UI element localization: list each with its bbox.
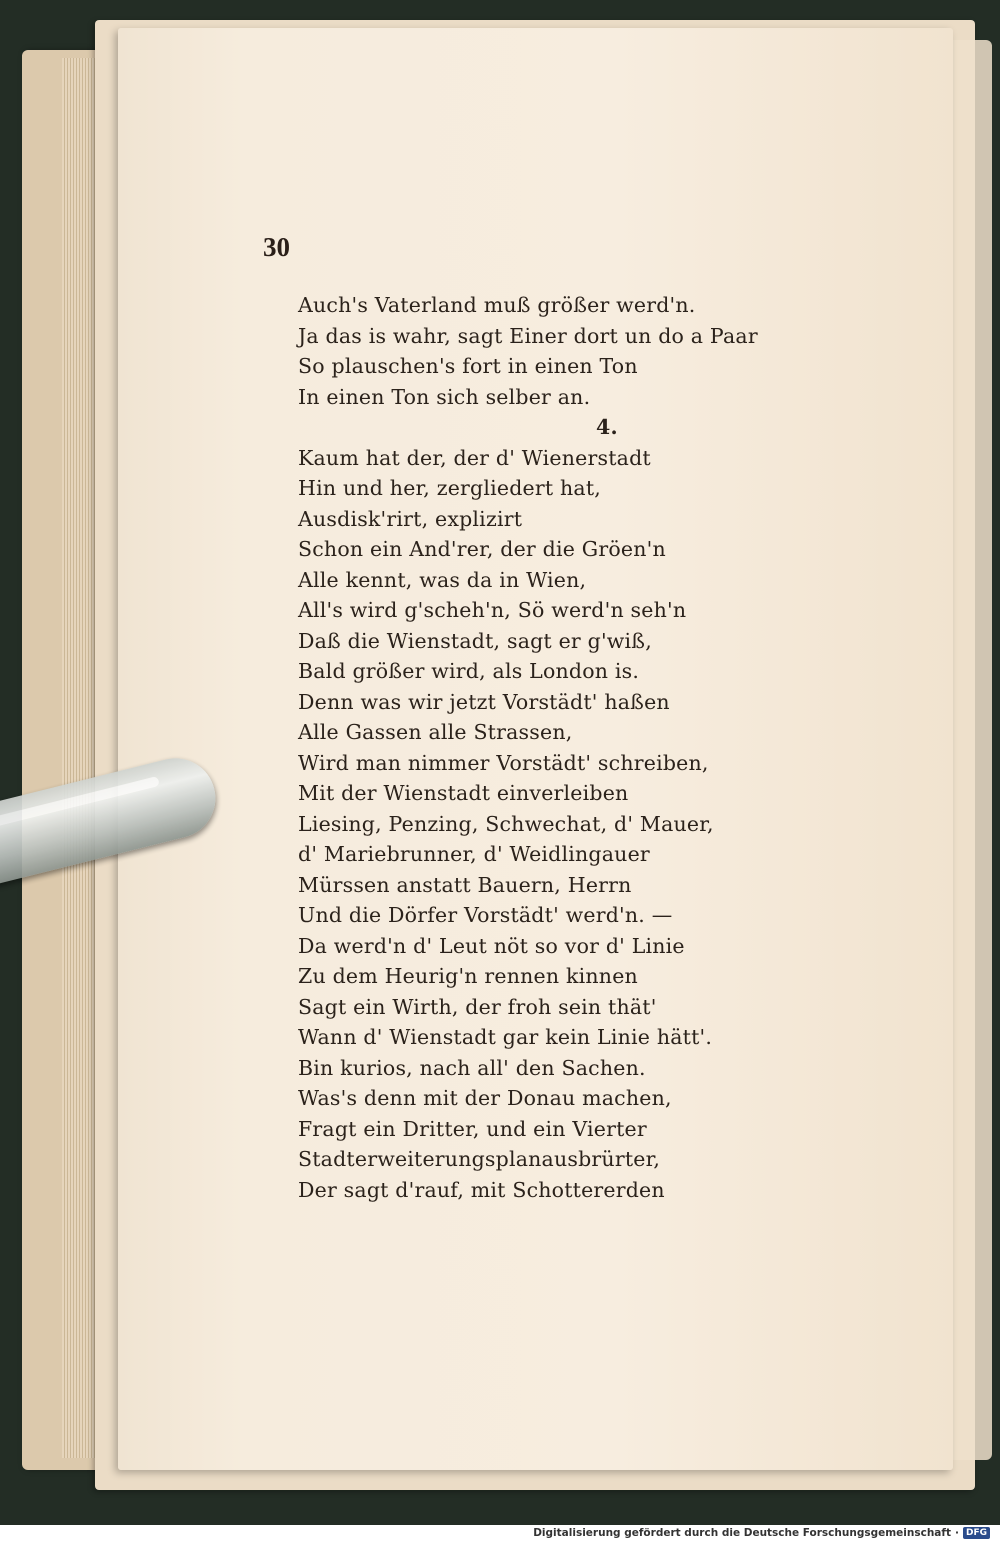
text-line: Der sagt d'rauf, mit Schottererden	[298, 1177, 665, 1202]
credit-text: Digitalisierung gefördert durch die Deutsche Forschungsgemeinschaft	[533, 1527, 951, 1539]
text-line: Was's denn mit der Donau machen,	[298, 1086, 672, 1110]
facing-page-edge	[952, 40, 992, 1460]
text-line: Hin und her, zergliedert hat,	[298, 476, 601, 500]
text-line: Bald größer wird, als London is.	[298, 659, 640, 683]
text-line: Wird man nimmer Vorstädt' schreiben,	[298, 750, 709, 775]
text-line: Sagt ein Wirth, der froh sein thät'	[298, 994, 657, 1019]
text-line: d' Mariebrunner, d' Weidlingauer	[298, 842, 650, 866]
text-line: All's wird g'scheh'n, Sö werd'n seh'n	[298, 598, 687, 622]
text-line: Ja das is wahr, sagt Einer dort un do a Paar	[298, 323, 758, 348]
text-line: Stadterweiterungsplanausbrürter,	[298, 1147, 661, 1171]
text-line: Liesing, Penzing, Schwechat, d' Mauer,	[298, 811, 714, 836]
stanza-number: 4.	[596, 415, 618, 439]
text-line: Denn was wir jetzt Vorstädt' haßen	[298, 689, 670, 714]
text-line: Schon ein And'rer, der die Gröen'n	[298, 537, 666, 561]
text-line: In einen Ton sich selber an.	[298, 384, 591, 409]
footer-bar	[0, 1525, 1000, 1545]
digitization-credit: Digitalisierung gefördert durch die Deutsche Forschungsgemeinschaft · DFG	[533, 1527, 990, 1539]
text-line: Und die Dörfer Vorstädt' werd'n. —	[298, 903, 673, 927]
text-line: So plauschen's fort in einen Ton	[298, 354, 638, 378]
text-line: Kaum hat der, der d' Wienerstadt	[298, 445, 651, 470]
text-line: Mürssen anstatt Bauern, Herrn	[298, 872, 632, 897]
dfg-logo: DFG	[963, 1527, 990, 1539]
text-line: Zu dem Heurig'n rennen kinnen	[298, 964, 638, 988]
poem-text	[298, 290, 858, 1205]
text-line: Auch's Vaterland muß größer werd'n.	[298, 293, 696, 317]
text-line: Daß die Wienstadt, sagt er g'wiß,	[298, 628, 652, 653]
text-line: Bin kurios, nach all' den Sachen.	[298, 1055, 646, 1080]
text-line: Alle Gassen alle Strassen,	[298, 720, 573, 744]
text-line: Ausdisk'rirt, explizirt	[298, 506, 523, 531]
text-line: Mit der Wienstadt einverleiben	[298, 781, 629, 805]
text-line: Alle kennt, was da in Wien,	[298, 567, 587, 592]
text-line: Da werd'n d' Leut nöt so vor d' Linie	[298, 933, 685, 958]
text-line: Wann d' Wienstadt gar kein Linie hätt'.	[298, 1025, 713, 1049]
text-line: Fragt ein Dritter, und ein Vierter	[298, 1116, 647, 1141]
page-number: 30	[263, 232, 290, 262]
